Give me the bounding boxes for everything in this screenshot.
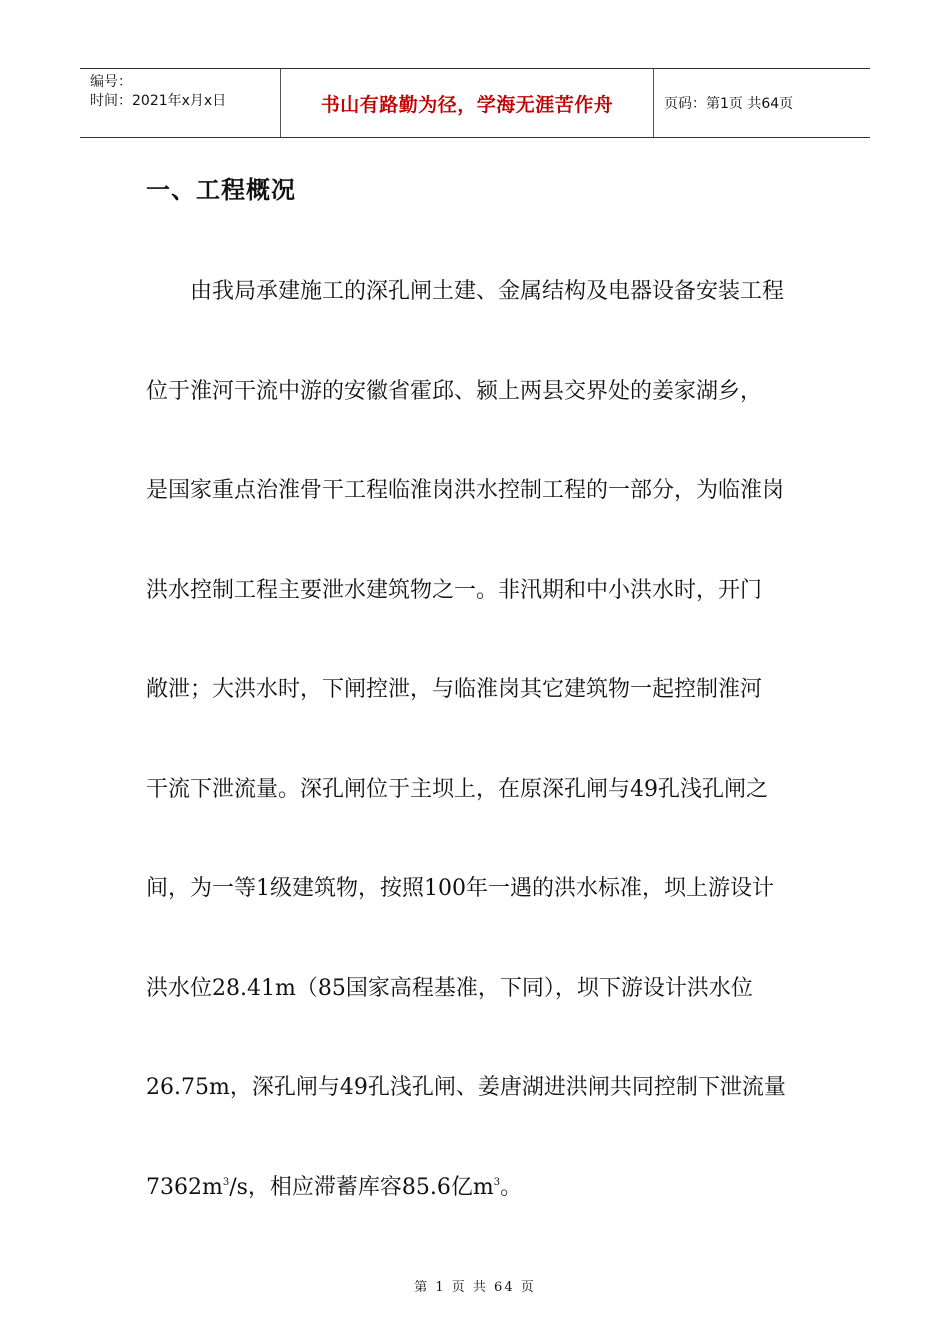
storage-text: /s，相应滞蓄库容85.6亿m bbox=[229, 1174, 494, 1200]
number-label: 编号： bbox=[90, 74, 132, 90]
flow-unit-superscript: 3 bbox=[222, 1176, 230, 1188]
page-header bbox=[80, 68, 870, 138]
paragraph-last-line bbox=[146, 1138, 826, 1238]
header-motto-cell bbox=[281, 69, 654, 137]
sentence-end: 。 bbox=[500, 1174, 523, 1200]
paragraph-line: 位于淮河干流中游的安徽省霍邱、颍上两县交界处的姜家湖乡， bbox=[146, 378, 763, 404]
paragraph-line: 干流下泄流量。深孔闸位于主坝上，在原深孔闸与49孔浅孔闸之 bbox=[146, 776, 768, 802]
header-meta bbox=[80, 69, 281, 137]
time-label: 时间：2021年x月x日 bbox=[90, 93, 227, 109]
paragraph-line: 由我局承建施工的深孔闸土建、金属结构及电器设备安装工程 bbox=[190, 279, 785, 304]
motto-text: 书山有路勤为径，学海无涯苦作舟 bbox=[320, 93, 614, 116]
paragraph-line: 敞泄；大洪水时，下闸控泄，与临淮岗其它建筑物一起控制淮河 bbox=[146, 677, 763, 702]
flow-value: 7362m bbox=[146, 1174, 223, 1200]
paragraph-line: 洪水位28.41m（85国家高程基准，下同），坝下游设计洪水位 bbox=[146, 975, 753, 1001]
paragraph-line: 间，为一等1级建筑物，按照100年一遇的洪水标准，坝上游设计 bbox=[146, 876, 774, 901]
paragraph-line: 是国家重点治淮骨干工程临淮岗洪水控制工程的一部分，为临淮岗 bbox=[146, 478, 785, 503]
page-footer: 第 1 页 共 64 页 bbox=[414, 1280, 536, 1295]
storage-unit-superscript: 3 bbox=[493, 1176, 501, 1188]
paragraph-line: 26.75m，深孔闸与49孔浅孔闸、姜唐湖进洪闸共同控制下泄流量 bbox=[146, 1075, 786, 1100]
section-title: 一、工程概况 bbox=[146, 176, 296, 204]
header-page-info bbox=[654, 69, 870, 137]
paragraph-line: 洪水控制工程主要泄水建筑物之一。非汛期和中小洪水时，开门 bbox=[146, 577, 763, 603]
body-paragraph bbox=[146, 242, 826, 1237]
page-info-text: 页码：第1页 共64页 bbox=[664, 96, 794, 112]
